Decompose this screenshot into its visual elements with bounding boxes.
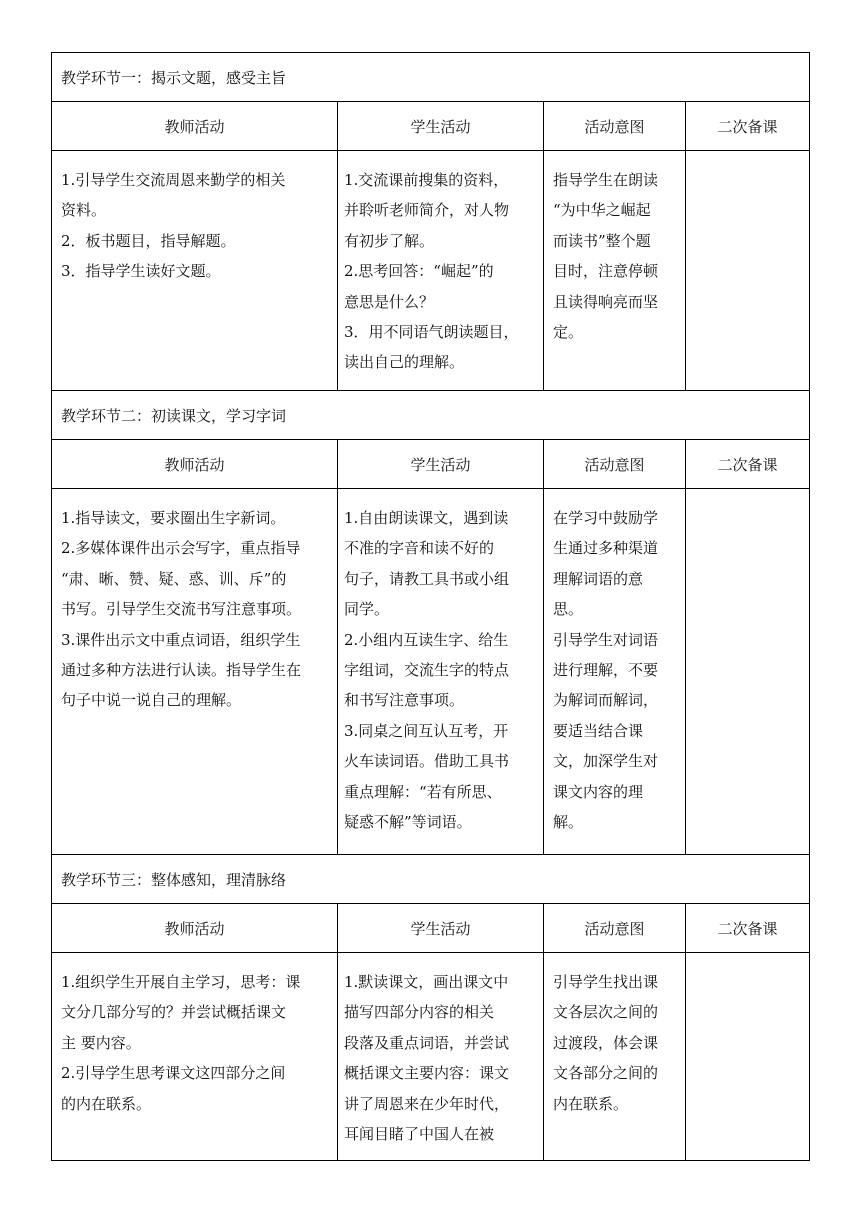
text-line: “肃、晰、赞、疑、惑、训、斥”的 (61, 569, 287, 588)
text-line: 文，加深学生对 (553, 752, 659, 771)
text-line: 段落及重点词语，并尝试 (344, 1033, 510, 1052)
section-title-row (52, 391, 810, 440)
text-line: 概括课文主要内容：课文 (344, 1064, 510, 1083)
section-title-row (52, 855, 810, 904)
text-line: 书写。引导学生交流书写注意事项。 (61, 600, 302, 619)
text-line: 句子，请教工具书或小组 (344, 569, 510, 588)
text-line: 1.交流课前搜集的资料， (344, 171, 509, 189)
teacher-activity-cell (52, 953, 338, 1161)
content-row (52, 953, 810, 1161)
text-line: 并聆听老师简介，对人物 (344, 201, 510, 220)
second-preparation-cell (686, 489, 810, 855)
text-line: 2.多媒体课件出示会写字，重点指导 (61, 539, 301, 558)
text-line: 内在联系。 (553, 1094, 629, 1113)
text-line: 在学习中鼓励学 (553, 509, 659, 527)
header-row (52, 904, 810, 953)
text-line: 2.小组内互读生字、给生 (344, 630, 509, 649)
header-row (52, 440, 810, 489)
header-teacher-activity: 教师活动 (52, 102, 338, 151)
header-student-activity: 学生活动 (338, 440, 544, 489)
text-line: 疑惑不解”等词语。 (344, 813, 472, 832)
text-line: 同学。 (344, 600, 390, 619)
header-teacher-activity: 教师活动 (52, 904, 338, 953)
header-activity-intent: 活动意图 (544, 904, 686, 953)
header-activity-intent: 活动意图 (544, 440, 686, 489)
text-line: “为中华之崛起 (553, 201, 651, 220)
section-title: 教学环节三：整体感知，理清脉络 (52, 855, 810, 904)
text-line: 2．板书题目，指导解题。 (61, 231, 236, 250)
section-title: 教学环节二：初读课文，学习字词 (52, 391, 810, 440)
text-line: 1.引导学生交流周恩来勤学的相关 (61, 171, 286, 189)
text-line: 理解词语的意 (553, 569, 644, 588)
text-line: 引导学生对词语 (553, 630, 659, 649)
text-line: 句子中说一说自己的理解。 (61, 691, 242, 710)
header-second-preparation: 二次备课 (686, 440, 810, 489)
second-preparation-cell (686, 151, 810, 391)
text-line: 定。 (553, 323, 584, 342)
text-line: 3．指导学生读好文题。 (61, 262, 221, 281)
text-line: 指导学生在朗读 (553, 171, 659, 189)
student-activity-cell (338, 953, 544, 1161)
text-line: 火车读词语。借助工具书 (344, 752, 510, 771)
text-line: 引导学生找出课 (553, 973, 659, 991)
text-line: 为解词而解词， (553, 691, 659, 710)
text-line: 不准的字音和读不好的 (344, 539, 495, 558)
teacher-activity-cell (52, 151, 338, 391)
lesson-plan-table (51, 52, 810, 1161)
text-line: 过渡段，体会课 (553, 1033, 659, 1052)
text-line: 1.指导读文，要求圈出生字新词。 (61, 509, 286, 527)
text-line: 目时，注意停顿 (553, 262, 659, 281)
teacher-activity-cell (52, 489, 338, 855)
text-line: 文各层次之间的 (553, 1003, 659, 1022)
text-line: 主 要内容。 (61, 1033, 141, 1052)
text-line: 且读得响亮而坚 (553, 292, 659, 311)
activity-intent-cell (544, 953, 686, 1161)
text-line: 文分几部分写的？并尝试概括课文 (61, 1003, 287, 1022)
text-line: 课文内容的理 (553, 782, 644, 801)
text-line: 通过多种方法进行认读。指导学生在 (61, 661, 302, 680)
text-line: 和书写注意事项。 (344, 691, 465, 710)
section-title-row (52, 53, 810, 102)
text-line: 而读书”整个题 (553, 231, 651, 250)
header-second-preparation: 二次备课 (686, 904, 810, 953)
activity-intent-cell (544, 489, 686, 855)
header-row (52, 102, 810, 151)
text-line: 3.课件出示文中重点词语，组织学生 (61, 630, 301, 649)
text-line: 的内在联系。 (61, 1094, 152, 1113)
header-activity-intent: 活动意图 (544, 102, 686, 151)
text-line: 2.引导学生思考课文这四部分之间 (61, 1064, 286, 1083)
text-line: 1.默读课文，画出课文中 (344, 973, 509, 991)
text-line: 要适当结合课 (553, 721, 644, 740)
header-teacher-activity: 教师活动 (52, 440, 338, 489)
text-line: 2.思考回答：“崛起”的 (344, 262, 494, 281)
text-line: 重点理解：“若有所思、 (344, 782, 502, 801)
text-line: 描写四部分内容的相关 (344, 1003, 495, 1022)
text-line: 1.自由朗读课文，遇到读 (344, 509, 509, 527)
text-line: 耳闻目睹了中国人在被 (344, 1125, 495, 1144)
header-second-preparation: 二次备课 (686, 102, 810, 151)
header-student-activity: 学生活动 (338, 102, 544, 151)
header-student-activity: 学生活动 (338, 904, 544, 953)
activity-intent-cell (544, 151, 686, 391)
text-line: 1.组织学生开展自主学习，思考：课 (61, 973, 301, 991)
text-line: 思。 (553, 600, 584, 619)
text-line: 字组词，交流生字的特点 (344, 661, 510, 680)
text-line: 有初步了解。 (344, 231, 435, 250)
text-line: 3.同桌之间互认互考，开 (344, 721, 509, 740)
content-row (52, 151, 810, 391)
text-line: 3．用不同语气朗读题目， (344, 323, 519, 342)
section-title: 教学环节一：揭示文题，感受主旨 (52, 53, 810, 102)
text-line: 文各部分之间的 (553, 1064, 659, 1083)
student-activity-cell (338, 151, 544, 391)
text-line: 讲了周恩来在少年时代， (344, 1094, 510, 1113)
content-row (52, 489, 810, 855)
text-line: 解。 (553, 813, 584, 832)
second-preparation-cell (686, 953, 810, 1161)
text-line: 资料。 (61, 201, 107, 220)
text-line: 读出自己的理解。 (344, 353, 465, 372)
text-line: 生通过多种渠道 (553, 539, 659, 558)
text-line: 进行理解，不要 (553, 661, 659, 680)
text-line: 意思是什么？ (344, 292, 435, 311)
student-activity-cell (338, 489, 544, 855)
